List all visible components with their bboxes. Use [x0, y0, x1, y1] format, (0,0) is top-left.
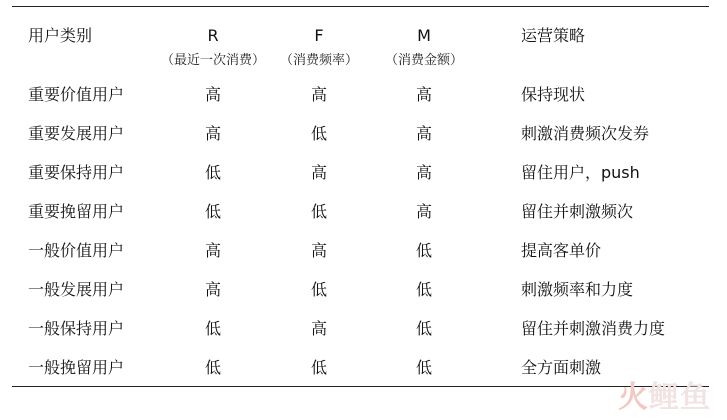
- row-strategy: 刺激消费频次发券: [521, 124, 650, 143]
- row-user-type: 重要发展用户: [28, 124, 125, 143]
- row-user-type: 一般发展用户: [28, 280, 125, 299]
- row-user-type: 重要价值用户: [28, 85, 125, 104]
- row-user-type: 一般保持用户: [28, 319, 125, 338]
- row-strategy: 刺激频率和力度: [521, 280, 634, 299]
- watermark-char: 鲤: [649, 380, 680, 415]
- row-strategy: 留住并刺激消费力度: [521, 319, 666, 338]
- row-strategy: 全方面刺激: [521, 358, 602, 377]
- row-user-type: 一般价值用户: [28, 241, 125, 260]
- header-user-type: 用户类别: [28, 26, 93, 45]
- row-strategy: 保持现状: [521, 85, 586, 104]
- bottom-rule: [12, 386, 709, 387]
- row-user-type: 重要挽留用户: [28, 202, 125, 221]
- row-strategy: 留住并刺激频次: [521, 202, 634, 221]
- row-user-type: 重要保持用户: [28, 163, 125, 182]
- header-strategy: 运营策略: [521, 26, 586, 45]
- row-user-type: 一般挽留用户: [28, 358, 125, 377]
- row-strategy: 留住用户，push: [521, 163, 640, 182]
- watermark-logo: [618, 372, 711, 416]
- top-rule: [12, 6, 709, 7]
- watermark-char: 火: [618, 380, 649, 415]
- row-strategy: 提高客单价: [521, 241, 602, 260]
- watermark-char: 鱼: [680, 380, 711, 415]
